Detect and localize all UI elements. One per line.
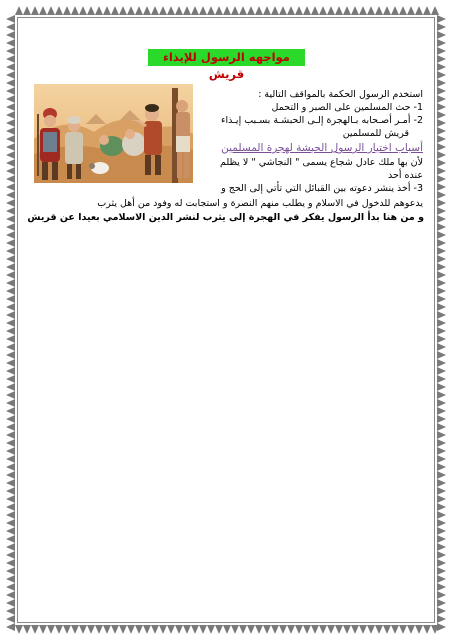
- border-triangle: [39, 6, 47, 15]
- border-triangle: [437, 551, 446, 559]
- border-triangle: [437, 199, 446, 207]
- border-triangle: [399, 625, 407, 634]
- border-triangle: [6, 63, 15, 71]
- text-line-reason-cont: عنده أحد: [387, 170, 423, 181]
- border-triangle: [6, 423, 15, 431]
- border-triangle: [311, 625, 319, 634]
- text-line-point-1: 1- حث المسلمين على الصبر و التحمل: [271, 102, 423, 113]
- border-triangle: [351, 625, 359, 634]
- border-triangle: [287, 6, 295, 15]
- border-triangle: [6, 127, 15, 135]
- border-triangle: [359, 625, 367, 634]
- border-triangle: [437, 143, 446, 151]
- border-triangle: [159, 6, 167, 15]
- border-triangle: [6, 447, 15, 455]
- border-triangle: [183, 6, 191, 15]
- border-triangle: [437, 335, 446, 343]
- border-triangle: [207, 6, 215, 15]
- document-title: مواجهه الرسول للإيذاء قريش: [148, 49, 305, 66]
- border-triangle: [437, 159, 446, 167]
- border-triangle: [279, 6, 287, 15]
- border-triangle: [437, 399, 446, 407]
- border-triangle: [437, 71, 446, 79]
- border-triangle: [437, 167, 446, 175]
- border-triangle: [127, 6, 135, 15]
- border-triangle: [437, 391, 446, 399]
- border-triangle: [437, 119, 446, 127]
- border-triangle: [6, 295, 15, 303]
- subheading-reasons: أسباب اختيار الرسول الحبشة لهجرة المسلمين: [221, 142, 423, 154]
- border-triangle: [31, 6, 39, 15]
- border-triangle: [327, 625, 335, 634]
- border-triangle: [437, 303, 446, 311]
- border-triangle: [437, 543, 446, 551]
- border-triangle: [343, 6, 351, 15]
- border-triangle: [437, 567, 446, 575]
- border-triangle: [191, 625, 199, 634]
- border-triangle: [6, 287, 15, 295]
- border-triangle: [135, 625, 143, 634]
- historical-scene-illustration: [34, 84, 193, 183]
- border-triangle: [437, 95, 446, 103]
- border-triangle: [6, 623, 15, 631]
- border-triangle: [303, 625, 311, 634]
- border-triangle: [15, 6, 23, 15]
- border-triangle: [437, 183, 446, 191]
- border-triangle: [6, 359, 15, 367]
- border-triangle: [6, 207, 15, 215]
- border-triangle: [423, 625, 431, 634]
- border-triangle: [437, 455, 446, 463]
- border-triangle: [6, 575, 15, 583]
- border-triangle: [135, 6, 143, 15]
- border-triangle: [6, 327, 15, 335]
- border-triangle: [6, 39, 15, 47]
- border-triangle: [6, 503, 15, 511]
- border-triangle: [437, 367, 446, 375]
- border-triangle: [367, 625, 375, 634]
- border-triangle: [6, 143, 15, 151]
- border-triangle: [437, 311, 446, 319]
- border-triangle: [6, 135, 15, 143]
- text-line-point-2: 2- أمـر أصـحابه بـالهجرة إلـى الحبشـة بسـبب إيـذاء: [221, 115, 423, 126]
- border-triangle: [437, 271, 446, 279]
- border-triangle: [6, 519, 15, 527]
- border-triangle: [6, 231, 15, 239]
- border-triangle: [119, 625, 127, 634]
- border-triangle: [95, 6, 103, 15]
- border-triangle: [415, 6, 423, 15]
- border-triangle: [431, 6, 439, 15]
- border-triangle: [437, 447, 446, 455]
- text-line-point-3: 3- أخذ ينشر دعوته بين القبائل التي تأتي إلى الحج و: [221, 183, 423, 194]
- border-triangle: [407, 6, 415, 15]
- border-triangle: [423, 6, 431, 15]
- border-triangle: [6, 103, 15, 111]
- border-triangle: [6, 439, 15, 447]
- border-triangle: [6, 239, 15, 247]
- border-triangle: [6, 471, 15, 479]
- border-triangle: [6, 583, 15, 591]
- border-triangle: [111, 6, 119, 15]
- border-triangle: [6, 615, 15, 623]
- border-triangle: [437, 327, 446, 335]
- border-triangle: [103, 6, 111, 15]
- border-triangle: [6, 55, 15, 63]
- border-triangle: [437, 39, 446, 47]
- border-triangle: [6, 271, 15, 279]
- border-triangle: [437, 431, 446, 439]
- border-triangle: [6, 343, 15, 351]
- border-triangle: [303, 6, 311, 15]
- border-triangle: [6, 311, 15, 319]
- border-triangle: [127, 625, 135, 634]
- border-triangle: [437, 47, 446, 55]
- border-triangle: [287, 625, 295, 634]
- border-triangle: [15, 625, 23, 634]
- border-triangle: [191, 6, 199, 15]
- border-triangle: [71, 6, 79, 15]
- border-triangle: [367, 6, 375, 15]
- border-triangle: [407, 625, 415, 634]
- border-triangle: [6, 71, 15, 79]
- border-triangle: [6, 351, 15, 359]
- border-triangle: [6, 183, 15, 191]
- border-triangle: [437, 495, 446, 503]
- border-triangle: [437, 255, 446, 263]
- border-triangle: [437, 263, 446, 271]
- border-triangle: [6, 463, 15, 471]
- border-triangle: [437, 519, 446, 527]
- border-triangle: [437, 223, 446, 231]
- border-triangle: [295, 625, 303, 634]
- border-triangle: [375, 6, 383, 15]
- border-triangle: [6, 175, 15, 183]
- border-triangle: [143, 6, 151, 15]
- border-triangle: [6, 591, 15, 599]
- border-triangle: [23, 625, 31, 634]
- border-triangle: [6, 487, 15, 495]
- border-triangle: [311, 6, 319, 15]
- border-triangle: [437, 599, 446, 607]
- border-triangle: [71, 625, 79, 634]
- border-triangle: [271, 625, 279, 634]
- border-triangle: [151, 6, 159, 15]
- border-triangle: [437, 175, 446, 183]
- border-triangle: [437, 343, 446, 351]
- border-triangle: [247, 6, 255, 15]
- text-line-intro: استخدم الرسول الحكمة بالمواقف التالية :: [258, 89, 423, 100]
- border-triangle: [437, 623, 446, 631]
- border-triangle: [359, 6, 367, 15]
- border-triangle: [39, 625, 47, 634]
- border-triangle: [239, 625, 247, 634]
- border-triangle: [343, 625, 351, 634]
- border-triangle: [437, 591, 446, 599]
- border-triangle: [143, 625, 151, 634]
- border-triangle: [175, 625, 183, 634]
- border-triangle: [437, 31, 446, 39]
- border-triangle: [31, 625, 39, 634]
- border-triangle: [6, 119, 15, 127]
- border-triangle: [319, 625, 327, 634]
- border-triangle: [55, 625, 63, 634]
- border-triangle: [437, 479, 446, 487]
- border-triangle: [437, 15, 446, 23]
- border-triangle: [6, 215, 15, 223]
- border-triangle: [247, 625, 255, 634]
- border-triangle: [231, 625, 239, 634]
- border-triangle: [215, 625, 223, 634]
- border-triangle: [6, 255, 15, 263]
- border-triangle: [437, 503, 446, 511]
- border-triangle: [383, 625, 391, 634]
- border-triangle: [95, 625, 103, 634]
- border-triangle: [6, 511, 15, 519]
- border-triangle: [6, 527, 15, 535]
- border-triangle: [231, 6, 239, 15]
- border-triangle: [437, 575, 446, 583]
- border-triangle: [327, 6, 335, 15]
- border-triangle: [6, 415, 15, 423]
- border-triangle: [183, 625, 191, 634]
- border-triangle: [437, 415, 446, 423]
- border-triangle: [151, 625, 159, 634]
- border-triangle: [6, 95, 15, 103]
- border-triangle: [6, 167, 15, 175]
- border-triangle: [437, 407, 446, 415]
- border-triangle: [383, 6, 391, 15]
- border-triangle: [6, 399, 15, 407]
- border-triangle: [6, 151, 15, 159]
- border-triangle: [23, 6, 31, 15]
- border-triangle: [6, 31, 15, 39]
- border-triangle: [103, 625, 111, 634]
- border-triangle: [319, 6, 327, 15]
- text-line-reason: لأن بها ملك عادل شجاع يسمى " النجاشي " لا يظلم: [220, 157, 423, 168]
- border-triangle: [79, 6, 87, 15]
- border-triangle: [6, 279, 15, 287]
- border-triangle: [437, 295, 446, 303]
- border-triangle: [223, 625, 231, 634]
- border-triangle: [335, 625, 343, 634]
- border-triangle: [437, 423, 446, 431]
- border-triangle: [6, 607, 15, 615]
- border-triangle: [6, 223, 15, 231]
- border-triangle: [437, 135, 446, 143]
- border-triangle: [6, 247, 15, 255]
- border-triangle: [437, 527, 446, 535]
- border-triangle: [6, 199, 15, 207]
- border-triangle: [437, 279, 446, 287]
- border-triangle: [63, 625, 71, 634]
- border-triangle: [111, 625, 119, 634]
- border-triangle: [437, 111, 446, 119]
- border-triangle: [6, 559, 15, 567]
- border-triangle: [6, 455, 15, 463]
- border-triangle: [391, 625, 399, 634]
- border-triangle: [437, 23, 446, 31]
- border-triangle: [6, 87, 15, 95]
- border-triangle: [6, 319, 15, 327]
- border-triangle: [167, 6, 175, 15]
- text-line-conclusion: و من هنا بدأ الرسول يفكر في الهجرة إلى يثرب لنشر الدين الاسلامي بعيدا عن قريش: [27, 212, 424, 223]
- border-triangle: [119, 6, 127, 15]
- border-triangle: [437, 375, 446, 383]
- border-triangle: [79, 625, 87, 634]
- border-triangle: [87, 625, 95, 634]
- border-triangle: [6, 407, 15, 415]
- border-triangle: [6, 599, 15, 607]
- border-triangle: [263, 625, 271, 634]
- border-triangle: [437, 471, 446, 479]
- border-triangle: [437, 535, 446, 543]
- border-triangle: [437, 103, 446, 111]
- border-triangle: [399, 6, 407, 15]
- border-triangle: [6, 431, 15, 439]
- border-triangle: [6, 495, 15, 503]
- border-triangle: [437, 207, 446, 215]
- border-triangle: [437, 55, 446, 63]
- border-triangle: [437, 463, 446, 471]
- border-triangle: [391, 6, 399, 15]
- border-triangle: [159, 625, 167, 634]
- border-triangle: [47, 6, 55, 15]
- border-triangle: [6, 535, 15, 543]
- border-triangle: [437, 247, 446, 255]
- border-triangle: [437, 615, 446, 623]
- border-triangle: [223, 6, 231, 15]
- border-triangle: [207, 625, 215, 634]
- border-triangle: [255, 625, 263, 634]
- border-triangle: [6, 79, 15, 87]
- border-triangle: [437, 151, 446, 159]
- border-triangle: [167, 625, 175, 634]
- border-triangle: [6, 367, 15, 375]
- border-triangle: [6, 567, 15, 575]
- border-triangle: [6, 111, 15, 119]
- border-triangle: [6, 47, 15, 55]
- border-triangle: [437, 215, 446, 223]
- border-triangle: [55, 6, 63, 15]
- border-triangle: [6, 479, 15, 487]
- border-triangle: [63, 6, 71, 15]
- border-triangle: [6, 551, 15, 559]
- border-triangle: [87, 6, 95, 15]
- border-triangle: [437, 87, 446, 95]
- border-triangle: [437, 287, 446, 295]
- border-triangle: [437, 231, 446, 239]
- border-triangle: [6, 303, 15, 311]
- border-triangle: [437, 191, 446, 199]
- border-triangle: [295, 6, 303, 15]
- border-triangle: [437, 359, 446, 367]
- border-triangle: [6, 391, 15, 399]
- border-triangle: [437, 383, 446, 391]
- border-triangle: [6, 191, 15, 199]
- text-line-point-3-cont: يدعوهم للدخول في الاسلام و يطلب منهم النصرة و استجابت له وفود من أهل يثرب: [97, 198, 423, 209]
- border-triangle: [47, 625, 55, 634]
- border-triangle: [375, 625, 383, 634]
- border-triangle: [6, 23, 15, 31]
- border-triangle: [6, 383, 15, 391]
- border-triangle: [437, 487, 446, 495]
- text-line-point-2-cont: قريش للمسلمين: [342, 128, 409, 139]
- border-triangle: [437, 79, 446, 87]
- border-triangle: [437, 439, 446, 447]
- border-triangle: [437, 239, 446, 247]
- border-triangle: [279, 625, 287, 634]
- border-triangle: [437, 319, 446, 327]
- border-triangle: [6, 263, 15, 271]
- border-triangle: [215, 6, 223, 15]
- border-triangle: [263, 6, 271, 15]
- border-triangle: [6, 335, 15, 343]
- border-triangle: [437, 127, 446, 135]
- border-triangle: [199, 6, 207, 15]
- border-triangle: [437, 511, 446, 519]
- border-triangle: [335, 6, 343, 15]
- border-triangle: [437, 351, 446, 359]
- border-triangle: [6, 375, 15, 383]
- border-triangle: [271, 6, 279, 15]
- border-triangle: [415, 625, 423, 634]
- border-triangle: [6, 543, 15, 551]
- border-triangle: [437, 583, 446, 591]
- border-triangle: [6, 159, 15, 167]
- border-triangle: [199, 625, 207, 634]
- border-triangle: [437, 559, 446, 567]
- border-triangle: [351, 6, 359, 15]
- border-triangle: [6, 15, 15, 23]
- border-triangle: [175, 6, 183, 15]
- border-triangle: [239, 6, 247, 15]
- border-triangle: [255, 6, 263, 15]
- border-triangle: [437, 607, 446, 615]
- border-triangle: [437, 63, 446, 71]
